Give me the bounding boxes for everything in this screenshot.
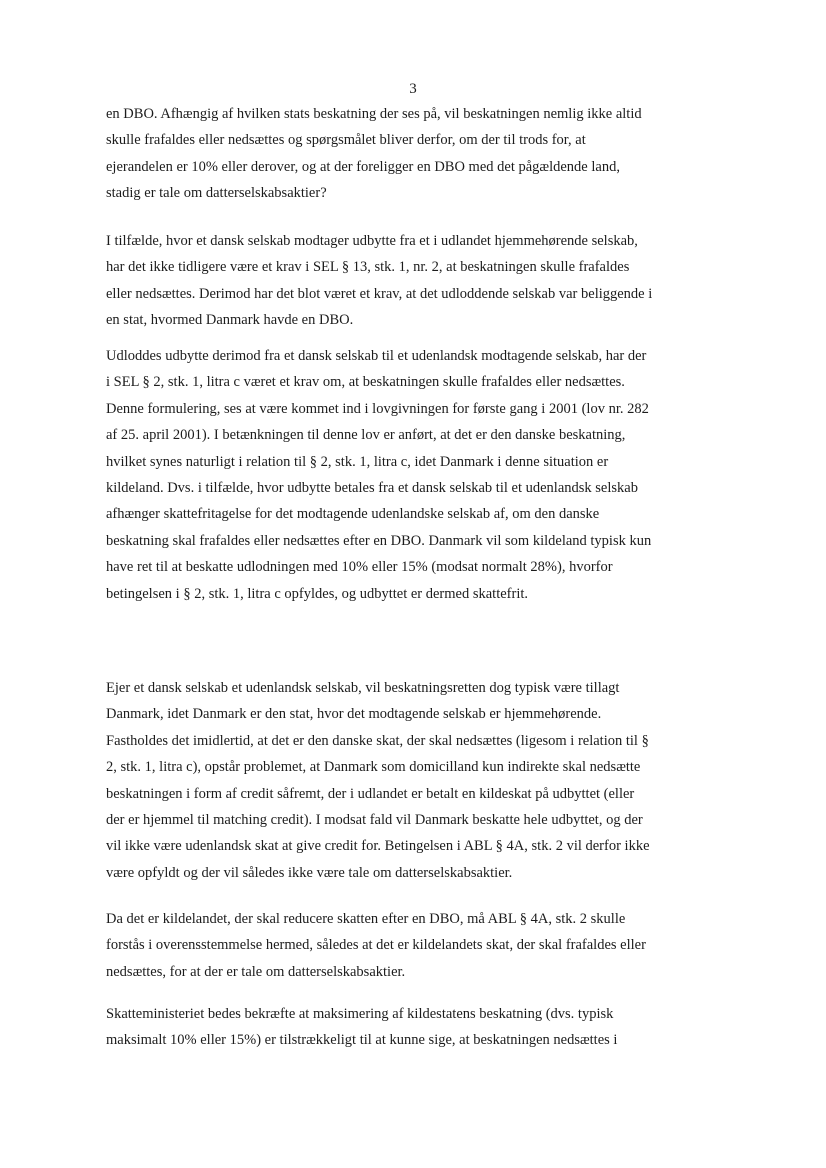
text-line: Udloddes udbytte derimod fra et dansk selskab til et udenlandsk modtagende selskab, har der [106,348,647,364]
text-line: vil ikke være udenlandsk skat at give credit for. Betingelsen i ABL § 4A, stk. 2 vil derfor ikke [106,838,650,855]
text-line: beskatning skal frafaldes eller nedsættes efter en DBO. Danmark vil som kildeland typisk kun [106,532,652,549]
text-line: stadig er tale om datterselskabsaktier? [106,185,327,202]
text-line: være opfyldt og der vil således ikke være tale om datterselskabsaktier. [106,864,513,881]
text-line: Fastholdes det imidlertid, at det er den danske skat, der skal nedsættes (ligesom i relation til § [106,732,649,749]
text-line: skulle frafaldes eller nedsættes og spørgsmålet bliver derfor, om der til trods for, at [106,132,586,149]
text-line: Da det er kildelandet, der skal reducere skatten efter en DBO, må ABL § 4A, stk. 2 skulle [106,911,626,927]
text-line: Skatteministeriet bedes bekræfte at maksimering af kildestatens beskatning (dvs. typisk [106,1006,614,1022]
text-line: betingelsen i § 2, stk. 1, litra c opfyldes, og udbyttet er dermed skattefrit. [106,585,529,602]
text-line: en DBO. Afhængig af hvilken stats beskatning der ses på, vil beskatningen nemlig ikke altid [106,106,642,122]
text-line: Danmark, idet Danmark er den stat, hvor det modtagende selskab er hjemmehørende. [106,706,602,723]
text-line: kildeland. Dvs. i tilfælde, hvor udbytte betales fra et dansk selskab til et udenlandsk selskab [106,479,638,496]
text-line: der er hjemmel til matching credit). I modsat fald vil Danmark beskatte hele udbyttet, og der [106,811,643,828]
text-line: Denne formulering, ses at være kommet ind i lovgivningen for første gang i 2001 (lov nr. 282 [106,400,649,417]
paragraph [106,228,746,334]
text-line: en stat, hvormed Danmark havde en DBO. [106,312,354,329]
text-line: afhænger skattefritagelse for det modtagende udenlandske selskab af, om den danske [106,506,600,523]
text-line: af 25. april 2001). I betænkningen til denne lov er anført, at det er den danske beskatning, [106,427,626,444]
text-line: beskatningen i form af credit såfremt, der i udlandet er betalt en kildeskat på udbyttet (eller [106,785,635,802]
text-line: har det ikke tidligere være et krav i SEL § 13, stk. 1, nr. 2, at beskatningen skulle frafaldes [106,259,630,276]
text-line: Ejer et dansk selskab et udenlandsk selskab, vil beskatningsretten dog typisk være tillagt [106,680,620,696]
text-line: forstås i overensstemmelse hermed, således at det er kildelandets skat, der skal frafaldes eller [106,937,646,954]
paragraph [106,906,746,985]
text-line: 2, stk. 1, litra c), opstår problemet, at Danmark som domicilland kun indirekte skal nedsætte [106,759,641,776]
text-line: hvilket synes naturligt i relation til § 2, stk. 1, litra c, idet Danmark i denne situation er [106,453,609,470]
paragraph [106,675,746,886]
text-line: i SEL § 2, stk. 1, litra c været et krav om, at beskatningen skulle frafaldes eller nedsættes. [106,374,625,391]
text-line: eller nedsættes. Derimod har det blot været et krav, at det udloddende selskab var beliggende i [106,285,653,302]
text-line: I tilfælde, hvor et dansk selskab modtager udbytte fra et i udlandet hjemmehørende selskab, [106,233,638,249]
text-line: have ret til at beskatte udlodningen med 10% eller 15% (modsat normalt 28%), hvorfor [106,559,613,576]
page-number: 3 [409,81,417,97]
text-line: ejerandelen er 10% eller derover, og at der foreligger en DBO med det pågældende land, [106,158,620,175]
paragraph [106,101,746,207]
paragraph [106,1001,746,1054]
text-line: maksimalt 10% eller 15%) er tilstrækkeligt til at kunne sige, at beskatningen nedsættes i [106,1032,618,1049]
text-line: nedsættes, for at der er tale om datterselskabsaktier. [106,963,406,980]
paragraph [106,343,746,607]
